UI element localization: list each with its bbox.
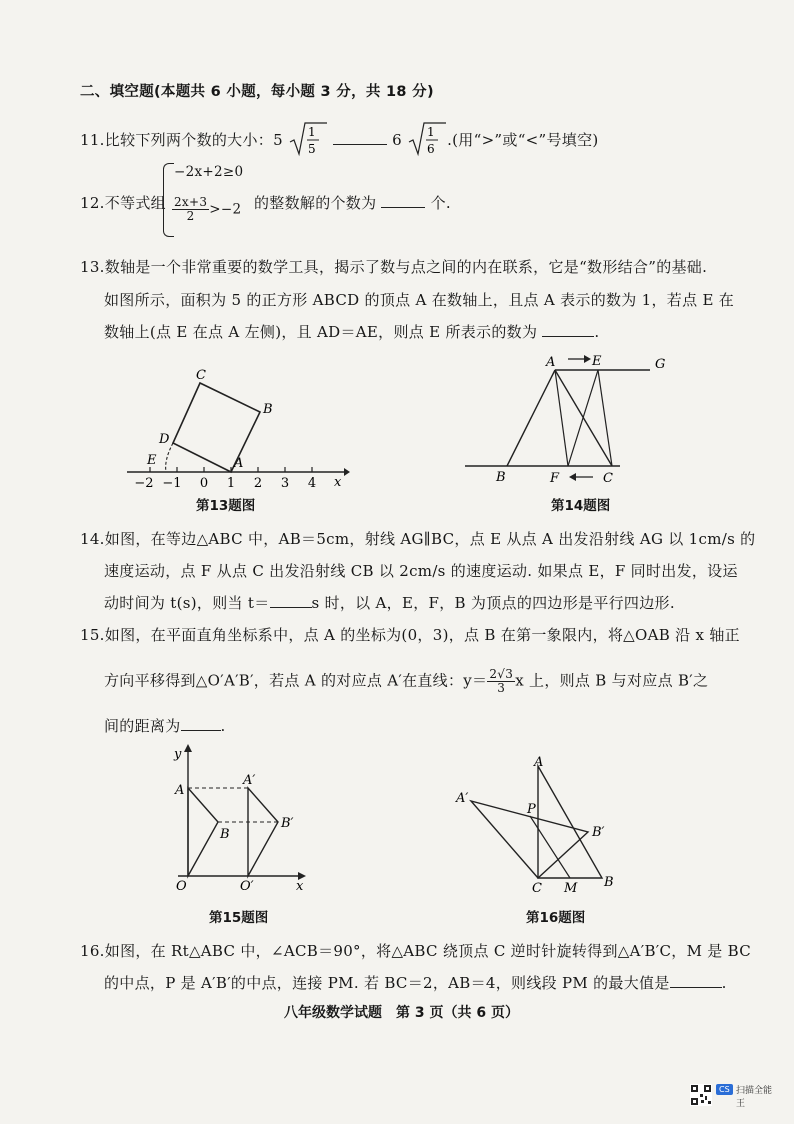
fig14-label-b: B (496, 470, 506, 485)
q12-frac-denominator: 2 (186, 209, 195, 223)
q11-sqrt-2 (407, 120, 447, 162)
question-13-line1 (80, 256, 707, 277)
fig13-tick-2: 2 (253, 476, 263, 490)
q11-answer-blank[interactable] (333, 130, 387, 145)
q11-sqrt-1 (288, 120, 328, 162)
page-footer: 八年级数学试题 第 3 页（共 6 页） (284, 1005, 519, 1021)
fig13-label-e: E (147, 453, 157, 468)
figure-16 (452, 752, 630, 894)
q13-line3-end: . (594, 323, 600, 341)
fig16-label-a: A (534, 755, 544, 770)
question-15-line3 (104, 715, 226, 736)
fig13-tick-1: 1 (226, 476, 236, 490)
q11-text-b: 6 (392, 131, 402, 149)
q15-line1: 如图，在平面直角坐标系中，点 A 的坐标为(0，3)，点 B 在第一象限内，将△OAB 沿 x 轴正 (104, 626, 740, 644)
fig15-label-b: B (220, 827, 230, 842)
q13-line3: 数轴上(点 E 在点 A 左侧)，且 AD＝AE，则点 E 所表示的数为 (104, 323, 538, 341)
fig15-label-x: x (296, 879, 304, 894)
fig14-label-g: G (655, 357, 666, 372)
fig14-label-f: F (550, 471, 560, 486)
q12-frac-numerator: 2x+3 (174, 195, 208, 209)
q15-frac-numerator: 2√3 (489, 667, 514, 681)
question-15-line1 (80, 624, 740, 645)
q12-inequality-2 (172, 196, 241, 223)
watermark-text: 扫描全能王 (736, 1086, 773, 1109)
q16-line2a: 的中点，P 是 A′B′的中点，连接 PM. 若 BC＝2，AB＝4，则线段 PM 的最大值是 (104, 974, 670, 992)
q11-text-c: .(用“>”或“<”号填空) (447, 131, 599, 149)
q12-answer-blank[interactable] (381, 193, 425, 208)
q13-line2: 如图所示，面积为 5 的正方形 ABCD 的顶点 A 在数轴上，且点 A 表示的数为 1，若点 E 在 (104, 291, 735, 309)
q15-line2b: x 上，则点 B 与对应点 B′之 (515, 671, 709, 690)
q11-text-a: 比较下列两个数的大小：5 (104, 131, 283, 149)
question-13-line3 (104, 321, 599, 342)
q16-answer-blank[interactable] (670, 973, 722, 988)
fig15-label-o-prime: O′ (240, 879, 254, 894)
q12-text-b: 的整数解的个数为 (254, 194, 377, 212)
q14-line3a: 动时间为 t(s)，则当 t＝ (104, 594, 270, 612)
fig13-label-a: A (234, 456, 244, 471)
fig14-caption: 第14题图 (551, 498, 611, 514)
q15-number: 15. (80, 626, 105, 644)
q11-frac2-numerator: 1 (427, 125, 436, 139)
q13-line1: 数轴是一个非常重要的数学工具，揭示了数与点之间的内在联系，它是“数形结合”的基础. (104, 258, 708, 276)
q12-text-c: 个. (430, 194, 451, 212)
fig15-label-b-prime: B′ (281, 816, 294, 831)
fig14-label-a: A (546, 355, 556, 370)
q13-answer-blank[interactable] (542, 322, 594, 337)
fig13-label-x: x (334, 475, 342, 490)
question-14-line3 (104, 592, 675, 613)
q14-line3b: s 时，以 A，E，F，B 为顶点的四边形是平行四边形. (311, 594, 675, 612)
question-16-line1 (80, 940, 751, 961)
figure-15 (168, 742, 316, 894)
q15-fraction (487, 668, 515, 695)
q14-line2: 速度运动，点 F 从点 C 出发沿射线 CB 以 2cm/s 的速度运动. 如果点 E，F 同时出发，设运 (104, 562, 738, 580)
q12-fraction (172, 196, 209, 223)
q12-ineq2-rest: >−2 (209, 201, 242, 218)
q11-frac2-denominator: 6 (427, 142, 436, 156)
q16-line1: 如图，在 Rt△ABC 中，∠ACB＝90°，将△ABC 绕顶点 C 逆时针旋转得到△A′B′C，M 是 BC (104, 942, 752, 960)
fig13-tick-neg2: −2 (134, 476, 154, 490)
fig14-label-e: E (592, 354, 602, 369)
q16-line2-end: . (721, 974, 727, 992)
fig13-caption: 第13题图 (196, 498, 256, 514)
fig16-label-b-prime: B′ (592, 825, 605, 840)
fig15-caption: 第15题图 (209, 910, 269, 926)
q15-frac-denominator: 3 (497, 681, 506, 695)
fig13-label-c: C (196, 368, 206, 383)
q14-line1: 如图，在等边△ABC 中，AB＝5cm，射线 AG∥BC，点 E 从点 A 出发沿射线 AG 以 1cm/s 的 (104, 530, 756, 548)
q11-number: 11. (80, 131, 105, 149)
question-14-line1 (80, 528, 755, 549)
q14-number: 14. (80, 530, 105, 548)
fig16-label-a-prime: A′ (456, 791, 469, 806)
q12-text-a: 不等式组 (104, 194, 166, 212)
fig14-label-c: C (603, 471, 613, 486)
scanner-watermark (690, 1082, 780, 1108)
fig13-tick-3: 3 (280, 476, 290, 490)
q16-number: 16. (80, 942, 105, 960)
fig15-label-y: y (174, 747, 182, 762)
q12-number: 12. (80, 194, 105, 212)
question-11 (80, 120, 599, 162)
q15-line2a: 方向平移得到△O′A′B′，若点 A 的对应点 A′在直线：y＝ (104, 671, 488, 690)
fig13-label-b: B (263, 402, 273, 417)
q13-number: 13. (80, 258, 105, 276)
fig16-caption: 第16题图 (526, 910, 586, 926)
question-15-line2 (104, 668, 708, 695)
fig16-label-c: C (532, 881, 542, 894)
question-12-suffix (254, 192, 451, 213)
q15-line3-end: . (220, 717, 226, 735)
section-title: 二、填空题(本题共 6 小题，每小题 3 分，共 18 分) (80, 84, 434, 100)
q15-answer-blank[interactable] (181, 716, 221, 731)
fig13-label-d: D (159, 432, 170, 447)
fig15-label-a: A (175, 783, 185, 798)
fig16-label-m: M (564, 881, 578, 894)
qr-code-icon (690, 1084, 712, 1106)
fig13-tick-0: 0 (199, 476, 209, 490)
q11-frac1-numerator: 1 (308, 125, 316, 139)
figure-13 (122, 360, 352, 490)
fig15-label-o: O (176, 879, 187, 894)
fig13-tick-4: 4 (307, 476, 317, 490)
question-12-prefix (80, 192, 166, 213)
q12-inequality-1: −2x+2≥0 (174, 164, 244, 180)
sqrt-sign-icon (407, 120, 447, 158)
q14-answer-blank[interactable] (270, 593, 312, 608)
fig13-tick-neg1: −1 (162, 476, 182, 490)
fig15-label-a-prime: A′ (243, 773, 256, 788)
fig16-label-b: B (604, 875, 614, 890)
q15-line3: 间的距离为 (104, 717, 181, 735)
question-16-line2 (104, 972, 727, 993)
figure-14 (460, 352, 680, 487)
fig16-label-p: P (527, 802, 536, 817)
q11-frac1-denominator: 5 (308, 142, 316, 156)
sqrt-sign-icon (288, 120, 328, 158)
cs-logo-icon: CS (716, 1084, 733, 1095)
